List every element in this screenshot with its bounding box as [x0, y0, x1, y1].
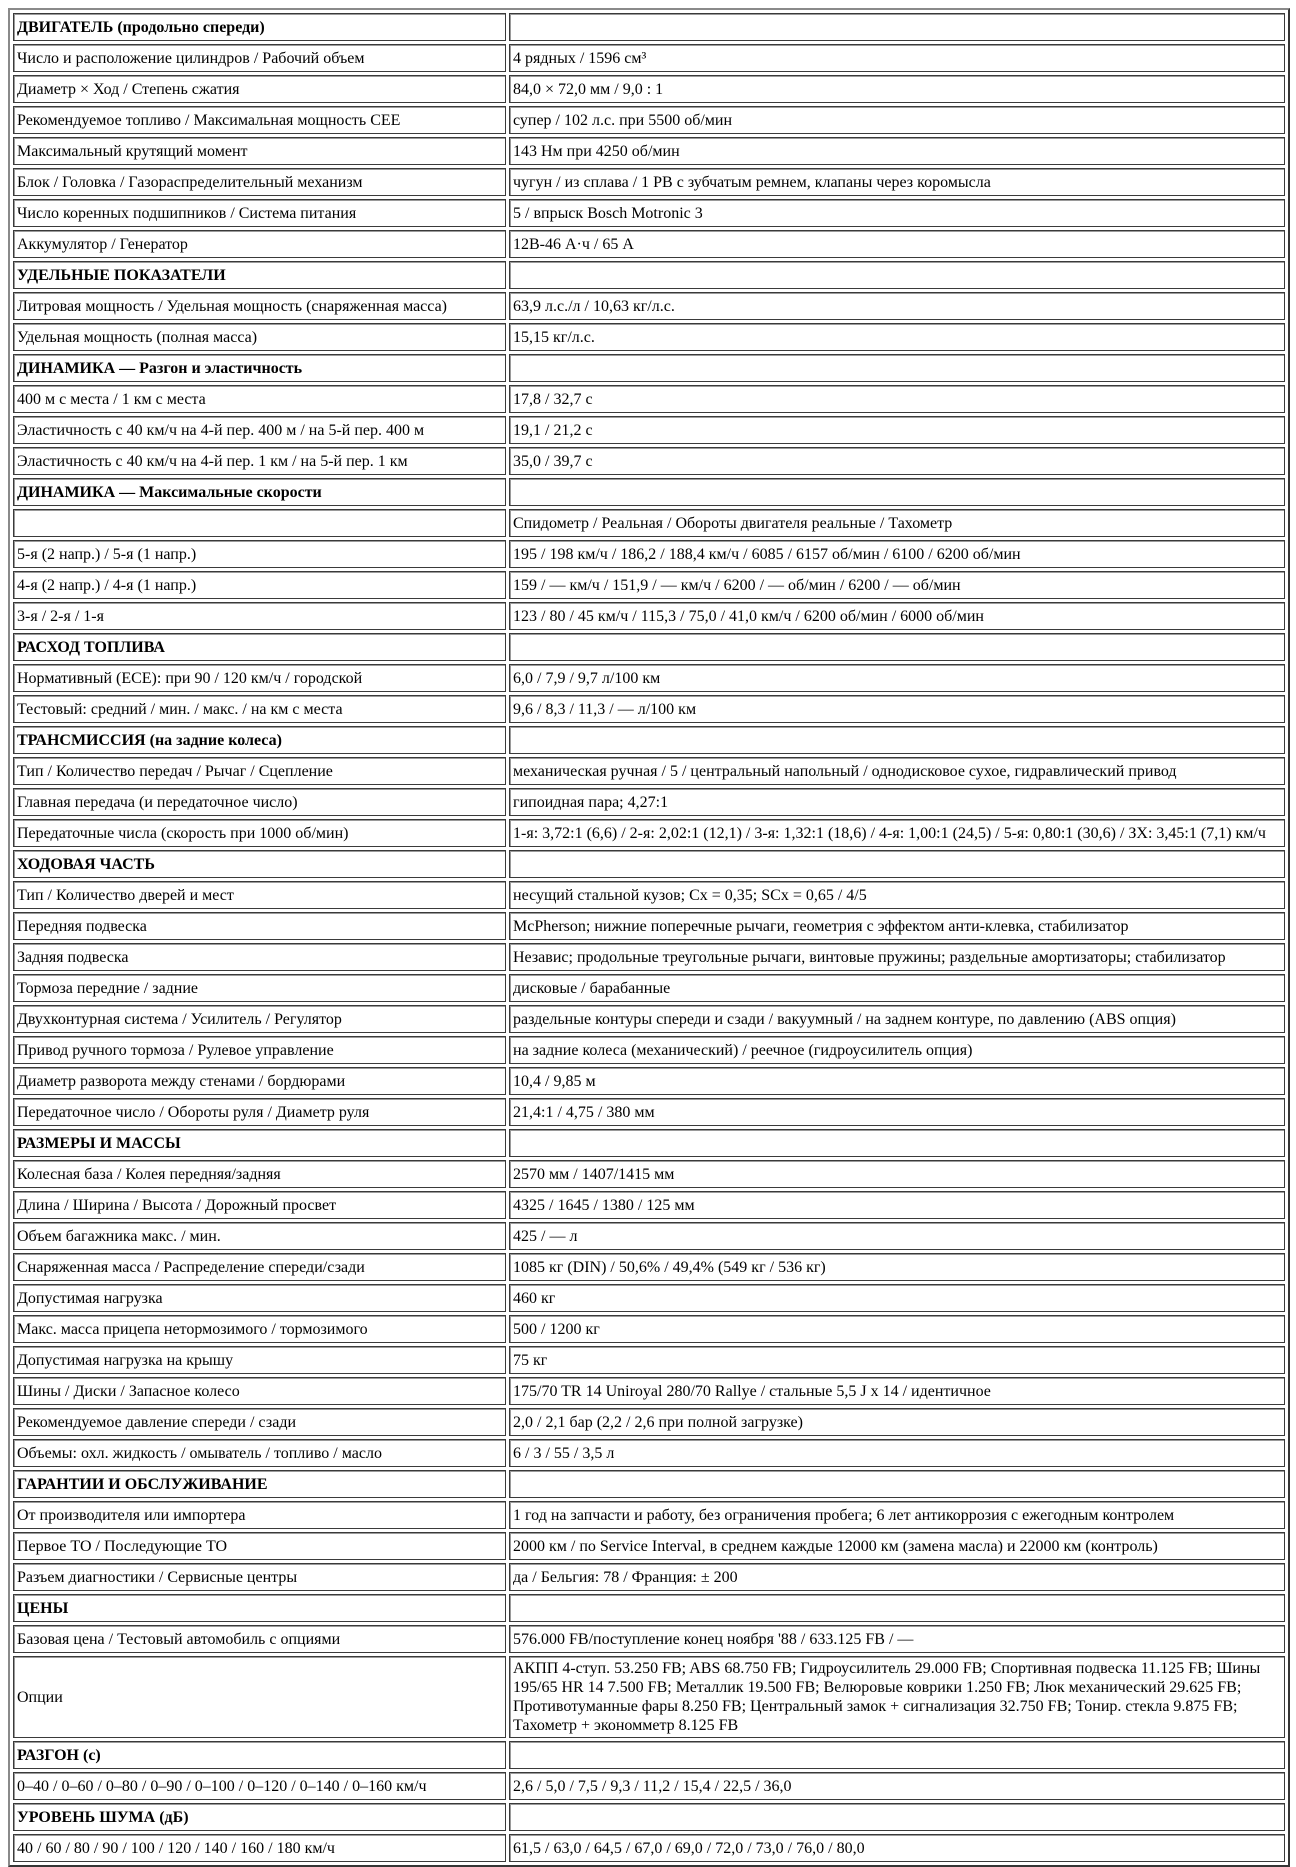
table-row — [13, 1222, 1285, 1250]
parameter-value: 10,4 / 9,85 м — [509, 1067, 1285, 1095]
parameter-value: 2570 мм / 1407/1415 мм — [509, 1160, 1285, 1188]
parameter-label: Диаметр × Ход / Степень сжатия — [13, 75, 506, 103]
parameter-value: 1 год на запчасти и работу, без ограничения пробега; 6 лет антикоррозия с ежегодным контролем — [509, 1501, 1285, 1529]
table-row — [13, 1439, 1285, 1467]
parameter-value: 75 кг — [509, 1346, 1285, 1374]
table-row — [13, 106, 1285, 134]
parameter-label: Число и расположение цилиндров / Рабочий объем — [13, 44, 506, 72]
parameter-label: Тип / Количество передач / Рычаг / Сцепление — [13, 757, 506, 785]
table-row — [13, 819, 1285, 847]
parameter-label: Максимальный крутящий момент — [13, 137, 506, 165]
parameter-value: 460 кг — [509, 1284, 1285, 1312]
parameter-label: Объемы: охл. жидкость / омыватель / топливо / масло — [13, 1439, 506, 1467]
section-title: ГАРАНТИИ И ОБСЛУЖИВАНИЕ — [13, 1470, 506, 1498]
parameter-label: Шины / Диски / Запасное колесо — [13, 1377, 506, 1405]
parameter-label: Рекомендуемое топливо / Максимальная мощность CEE — [13, 106, 506, 134]
table-row — [13, 1346, 1285, 1374]
parameter-label: Объем багажника макс. / мин. — [13, 1222, 506, 1250]
spec-table-body — [13, 13, 1285, 1862]
parameter-value: 12В-46 А·ч / 65 А — [509, 230, 1285, 258]
table-row — [13, 1191, 1285, 1219]
section-title: ДИНАМИКА — Разгон и эластичность — [13, 354, 506, 382]
section-header-row — [13, 850, 1285, 878]
parameter-label: 4-я (2 напр.) / 4-я (1 напр.) — [13, 571, 506, 599]
parameter-label: Допустимая нагрузка — [13, 1284, 506, 1312]
parameter-value: 61,5 / 63,0 / 64,5 / 67,0 / 69,0 / 72,0 / 73,0 / 76,0 / 80,0 — [509, 1834, 1285, 1862]
table-row — [13, 664, 1285, 692]
section-title: РАЗГОН (с) — [13, 1741, 506, 1769]
parameter-value: Независ; продольные треугольные рычаги, винтовые пружины; раздельные амортизаторы; стабилизатор — [509, 943, 1285, 971]
table-row — [13, 1563, 1285, 1591]
parameter-value: 2,6 / 5,0 / 7,5 / 9,3 / 11,2 / 15,4 / 22,5 / 36,0 — [509, 1772, 1285, 1800]
parameter-value: гипоидная пара; 4,27:1 — [509, 788, 1285, 816]
table-row — [13, 1036, 1285, 1064]
parameter-label: Снаряженная масса / Распределение спереди/сзади — [13, 1253, 506, 1281]
table-row — [13, 1834, 1285, 1862]
parameter-label: Рекомендуемое давление спереди / сзади — [13, 1408, 506, 1436]
parameter-label — [13, 509, 506, 537]
table-row — [13, 788, 1285, 816]
parameter-value: 17,8 / 32,7 с — [509, 385, 1285, 413]
section-empty-cell — [509, 633, 1285, 661]
parameter-value: Спидометр / Реальная / Обороты двигателя реальные / Тахометр — [509, 509, 1285, 537]
table-row — [13, 75, 1285, 103]
parameter-value: 4325 / 1645 / 1380 / 125 мм — [509, 1191, 1285, 1219]
table-row — [13, 1656, 1285, 1738]
parameter-value: 35,0 / 39,7 с — [509, 447, 1285, 475]
section-header-row — [13, 261, 1285, 289]
parameter-label: Передняя подвеска — [13, 912, 506, 940]
table-row — [13, 447, 1285, 475]
parameter-label: Допустимая нагрузка на крышу — [13, 1346, 506, 1374]
table-row — [13, 1625, 1285, 1653]
parameter-label: 40 / 60 / 80 / 90 / 100 / 120 / 140 / 160 / 180 км/ч — [13, 1834, 506, 1862]
parameter-value: супер / 102 л.с. при 5500 об/мин — [509, 106, 1285, 134]
section-title: РАЗМЕРЫ И МАССЫ — [13, 1129, 506, 1157]
section-header-row — [13, 478, 1285, 506]
parameter-label: Передаточные числа (скорость при 1000 об/мин) — [13, 819, 506, 847]
table-row — [13, 230, 1285, 258]
table-row — [13, 509, 1285, 537]
table-row — [13, 1532, 1285, 1560]
section-empty-cell — [509, 1129, 1285, 1157]
table-row — [13, 1253, 1285, 1281]
table-row — [13, 912, 1285, 940]
section-empty-cell — [509, 261, 1285, 289]
section-title: ДВИГАТЕЛЬ (продольно спереди) — [13, 13, 506, 41]
parameter-label: Привод ручного тормоза / Рулевое управление — [13, 1036, 506, 1064]
section-empty-cell — [509, 478, 1285, 506]
section-title: ТРАНСМИССИЯ (на задние колеса) — [13, 726, 506, 754]
section-empty-cell — [509, 354, 1285, 382]
section-header-row — [13, 1803, 1285, 1831]
parameter-value: 5 / впрыск Bosch Motronic 3 — [509, 199, 1285, 227]
table-row — [13, 1098, 1285, 1126]
parameter-label: Передаточное число / Обороты руля / Диаметр руля — [13, 1098, 506, 1126]
parameter-label: От производителя или импортера — [13, 1501, 506, 1529]
parameter-label: 0–40 / 0–60 / 0–80 / 0–90 / 0–100 / 0–120 / 0–140 / 0–160 км/ч — [13, 1772, 506, 1800]
parameter-value: 6 / 3 / 55 / 3,5 л — [509, 1439, 1285, 1467]
table-row — [13, 1408, 1285, 1436]
table-row — [13, 695, 1285, 723]
section-title: УДЕЛЬНЫЕ ПОКАЗАТЕЛИ — [13, 261, 506, 289]
table-row — [13, 943, 1285, 971]
parameter-value: АКПП 4-ступ. 53.250 FB; ABS 68.750 FB; Гидроусилитель 29.000 FB; Спортивная подвеска 11.125 FB; Шины 195/65 HR 14 7.500 FB; Металлик 19.500 FB; Велюровые коврики 1.250 FB; Люк механический 29.625 FB; Противотуманные фары 8.250 FB; Центральный замок + сигнализация 32.750 FB; Тонир. стекла 9.875 FB; Тахометр + экономметр 8.125 FB — [509, 1656, 1285, 1738]
parameter-label: Тип / Количество дверей и мест — [13, 881, 506, 909]
parameter-label: Блок / Головка / Газораспределительный механизм — [13, 168, 506, 196]
section-empty-cell — [509, 726, 1285, 754]
table-row — [13, 199, 1285, 227]
spec-table — [8, 8, 1290, 1867]
section-empty-cell — [509, 1741, 1285, 1769]
parameter-label: Макс. масса прицепа нетормозимого / тормозимого — [13, 1315, 506, 1343]
parameter-value: чугун / из сплава / 1 РВ с зубчатым ремнем, клапаны через коромысла — [509, 168, 1285, 196]
parameter-value: 175/70 TR 14 Uniroyal 280/70 Rallye / стальные 5,5 J x 14 / идентичное — [509, 1377, 1285, 1405]
parameter-value: на задние колеса (механический) / реечное (гидроусилитель опция) — [509, 1036, 1285, 1064]
parameter-value: 2000 км / по Service Interval, в среднем каждые 12000 км (замена масла) и 22000 км (контроль) — [509, 1532, 1285, 1560]
section-empty-cell — [509, 1470, 1285, 1498]
section-title: ДИНАМИКА — Максимальные скорости — [13, 478, 506, 506]
parameter-value: 19,1 / 21,2 с — [509, 416, 1285, 444]
table-row — [13, 974, 1285, 1002]
section-empty-cell — [509, 13, 1285, 41]
parameter-label: Литровая мощность / Удельная мощность (снаряженная масса) — [13, 292, 506, 320]
section-empty-cell — [509, 1803, 1285, 1831]
parameter-value: 9,6 / 8,3 / 11,3 / — л/100 км — [509, 695, 1285, 723]
section-header-row — [13, 1470, 1285, 1498]
parameter-label: Двухконтурная система / Усилитель / Регулятор — [13, 1005, 506, 1033]
parameter-label: Колесная база / Колея передняя/задняя — [13, 1160, 506, 1188]
section-title: РАСХОД ТОПЛИВА — [13, 633, 506, 661]
table-row — [13, 44, 1285, 72]
parameter-label: Эластичность с 40 км/ч на 4-й пер. 1 км / на 5-й пер. 1 км — [13, 447, 506, 475]
parameter-label: Разъем диагностики / Сервисные центры — [13, 1563, 506, 1591]
parameter-label: 3-я / 2-я / 1-я — [13, 602, 506, 630]
section-header-row — [13, 633, 1285, 661]
section-header-row — [13, 1129, 1285, 1157]
parameter-label: Нормативный (ECE): при 90 / 120 км/ч / городской — [13, 664, 506, 692]
parameter-label: Тормоза передние / задние — [13, 974, 506, 1002]
table-row — [13, 1501, 1285, 1529]
table-row — [13, 1315, 1285, 1343]
parameter-value: да / Бельгия: 78 / Франция: ± 200 — [509, 1563, 1285, 1591]
parameter-label: Опции — [13, 1656, 506, 1738]
section-header-row — [13, 1741, 1285, 1769]
section-empty-cell — [509, 1594, 1285, 1622]
table-row — [13, 1284, 1285, 1312]
parameter-value: несущий стальной кузов; Cx = 0,35; SCx = 0,65 / 4/5 — [509, 881, 1285, 909]
parameter-value: 6,0 / 7,9 / 9,7 л/100 км — [509, 664, 1285, 692]
table-row — [13, 881, 1285, 909]
table-row — [13, 137, 1285, 165]
parameter-value: 1085 кг (DIN) / 50,6% / 49,4% (549 кг / 536 кг) — [509, 1253, 1285, 1281]
parameter-label: Задняя подвеска — [13, 943, 506, 971]
parameter-value: механическая ручная / 5 / центральный напольный / однодисковое сухое, гидравлический привод — [509, 757, 1285, 785]
table-row — [13, 757, 1285, 785]
section-title: ХОДОВАЯ ЧАСТЬ — [13, 850, 506, 878]
parameter-label: Аккумулятор / Генератор — [13, 230, 506, 258]
parameter-value: 195 / 198 км/ч / 186,2 / 188,4 км/ч / 6085 / 6157 об/мин / 6100 / 6200 об/мин — [509, 540, 1285, 568]
parameter-value: 425 / — л — [509, 1222, 1285, 1250]
table-row — [13, 385, 1285, 413]
table-row — [13, 571, 1285, 599]
section-title: ЦЕНЫ — [13, 1594, 506, 1622]
parameter-value: 1-я: 3,72:1 (6,6) / 2-я: 2,02:1 (12,1) / 3-я: 1,32:1 (18,6) / 4-я: 1,00:1 (24,5) / 5-я: 0,80:1 (30,6) / ЗХ: 3,45:1 (7,1) км/ч — [509, 819, 1285, 847]
table-row — [13, 416, 1285, 444]
parameter-value: 15,15 кг/л.с. — [509, 323, 1285, 351]
parameter-label: 400 м с места / 1 км с места — [13, 385, 506, 413]
parameter-label: Главная передача (и передаточное число) — [13, 788, 506, 816]
parameter-label: Тестовый: средний / мин. / макс. / на км с места — [13, 695, 506, 723]
parameter-value: раздельные контуры спереди и сзади / вакуумный / на заднем контуре, по давлению (ABS опция) — [509, 1005, 1285, 1033]
parameter-value: 2,0 / 2,1 бар (2,2 / 2,6 при полной загрузке) — [509, 1408, 1285, 1436]
table-row — [13, 602, 1285, 630]
parameter-value: 84,0 × 72,0 мм / 9,0 : 1 — [509, 75, 1285, 103]
parameter-value: 21,4:1 / 4,75 / 380 мм — [509, 1098, 1285, 1126]
section-header-row — [13, 1594, 1285, 1622]
parameter-value: 159 / — км/ч / 151,9 / — км/ч / 6200 / — об/мин / 6200 / — об/мин — [509, 571, 1285, 599]
table-row — [13, 168, 1285, 196]
parameter-value: 143 Нм при 4250 об/мин — [509, 137, 1285, 165]
parameter-label: 5-я (2 напр.) / 5-я (1 напр.) — [13, 540, 506, 568]
parameter-label: Диаметр разворота между стенами / бордюрами — [13, 1067, 506, 1095]
table-row — [13, 1160, 1285, 1188]
table-row — [13, 1005, 1285, 1033]
section-header-row — [13, 13, 1285, 41]
section-header-row — [13, 354, 1285, 382]
table-row — [13, 1377, 1285, 1405]
table-row — [13, 323, 1285, 351]
parameter-value: 500 / 1200 кг — [509, 1315, 1285, 1343]
parameter-value: 63,9 л.с./л / 10,63 кг/л.с. — [509, 292, 1285, 320]
parameter-label: Базовая цена / Тестовый автомобиль с опциями — [13, 1625, 506, 1653]
parameter-value: 123 / 80 / 45 км/ч / 115,3 / 75,0 / 41,0 км/ч / 6200 об/мин / 6000 об/мин — [509, 602, 1285, 630]
parameter-label: Длина / Ширина / Высота / Дорожный просвет — [13, 1191, 506, 1219]
section-header-row — [13, 726, 1285, 754]
parameter-value: дисковые / барабанные — [509, 974, 1285, 1002]
section-empty-cell — [509, 850, 1285, 878]
parameter-value: 576.000 FB/поступление конец ноября '88 / 633.125 FB / — — [509, 1625, 1285, 1653]
table-row — [13, 292, 1285, 320]
table-row — [13, 1772, 1285, 1800]
section-title: УРОВЕНЬ ШУМА (дБ) — [13, 1803, 506, 1831]
table-row — [13, 540, 1285, 568]
parameter-label: Число коренных подшипников / Система питания — [13, 199, 506, 227]
parameter-value: McPherson; нижние поперечные рычаги, геометрия с эффектом анти-клевка, стабилизатор — [509, 912, 1285, 940]
table-row — [13, 1067, 1285, 1095]
parameter-label: Эластичность с 40 км/ч на 4-й пер. 400 м / на 5-й пер. 400 м — [13, 416, 506, 444]
parameter-label: Удельная мощность (полная масса) — [13, 323, 506, 351]
parameter-label: Первое ТО / Последующие ТО — [13, 1532, 506, 1560]
parameter-value: 4 рядных / 1596 см³ — [509, 44, 1285, 72]
